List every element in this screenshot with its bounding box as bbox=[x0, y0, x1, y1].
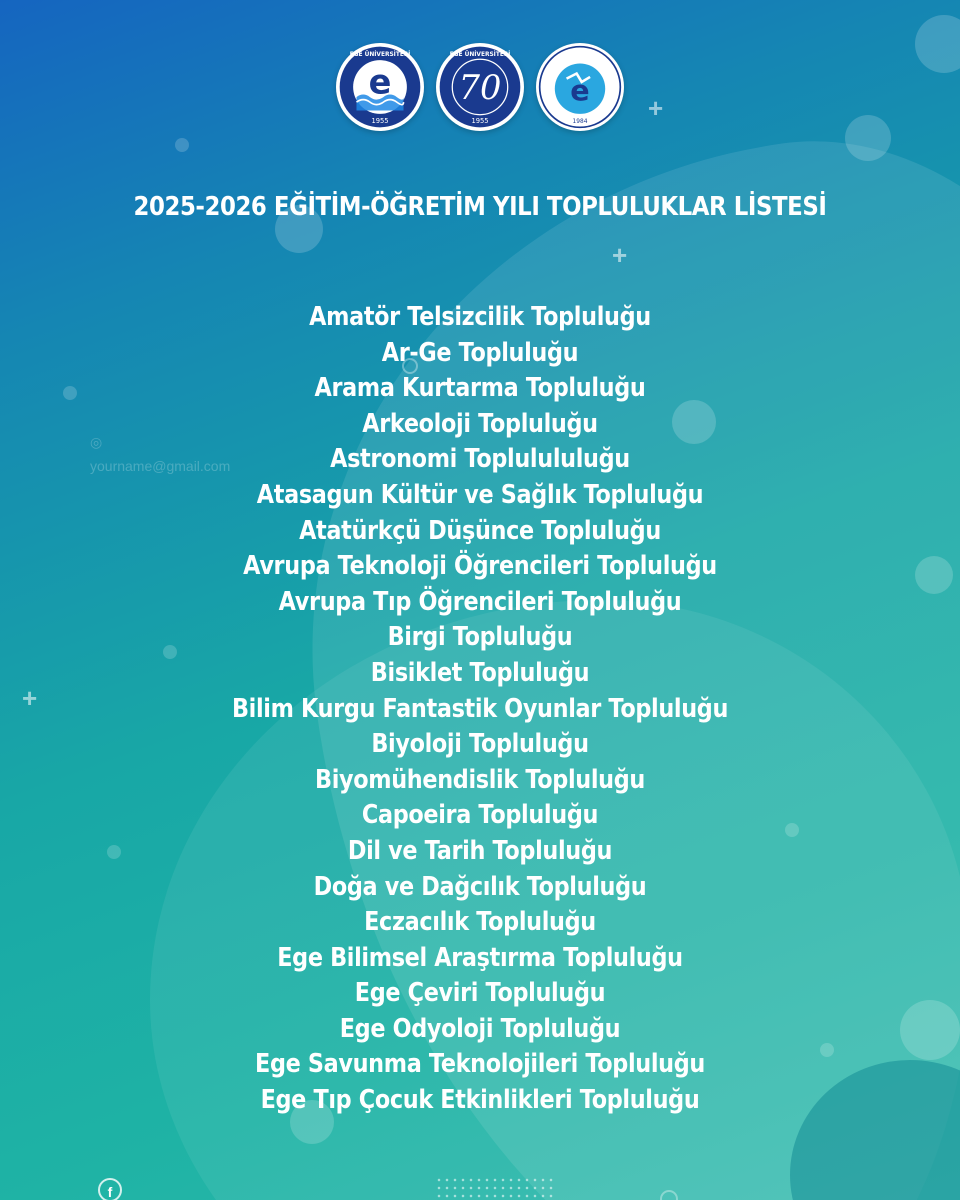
list-item: Avrupa Tıp Öğrencileri Topluluğu bbox=[278, 586, 682, 617]
list-item: Ege Odyoloji Topluluğu bbox=[339, 1013, 621, 1044]
list-item: Avrupa Teknoloji Öğrencileri Topluluğu bbox=[243, 551, 717, 582]
svg-text:1955: 1955 bbox=[471, 117, 489, 126]
list-item: Arkeoloji Topluluğu bbox=[362, 408, 598, 439]
list-item: Biyomühendislik Topluluğu bbox=[315, 764, 645, 795]
plus-decoration: + bbox=[612, 240, 628, 270]
list-item: Ege Tıp Çocuk Etkinlikleri Topluluğu bbox=[260, 1085, 700, 1116]
list-item: Bisiklet Topluluğu bbox=[370, 657, 590, 688]
list-item: Eczacılık Topluluğu bbox=[364, 907, 596, 938]
svg-text:1955: 1955 bbox=[371, 117, 389, 126]
facebook-icon[interactable]: f bbox=[98, 1178, 122, 1200]
list-item: Ege Bilimsel Araştırma Topluluğu bbox=[277, 942, 683, 973]
svg-text:e: e bbox=[570, 73, 590, 108]
list-item: Atatürkçü Düşünce Topluluğu bbox=[299, 515, 661, 546]
globe-icon: ◎ bbox=[90, 434, 103, 450]
dot-grid-decoration bbox=[435, 1176, 555, 1200]
watermark-email: yourname@gmail.com bbox=[90, 458, 231, 474]
ege-universitesi-emblem-icon bbox=[338, 45, 422, 129]
club-list bbox=[0, 300, 960, 1119]
plus-decoration: + bbox=[22, 683, 38, 713]
svg-text:70: 70 bbox=[458, 67, 502, 107]
anniversary-70-emblem-icon bbox=[438, 45, 522, 129]
list-item: Bilim Kurgu Fantastik Oyunlar Topluluğu bbox=[231, 693, 729, 724]
list-item: Biyoloji Topluluğu bbox=[371, 729, 589, 760]
list-item: Birgi Topluluğu bbox=[387, 622, 573, 653]
svg-text:1984: 1984 bbox=[572, 119, 588, 126]
list-item: Capoeira Topluluğu bbox=[361, 800, 599, 831]
list-item: Amatör Telsizcilik Topluluğu bbox=[309, 302, 651, 332]
logo-row bbox=[0, 43, 960, 131]
svg-text:EGE ÜNİVERSİTESİ: EGE ÜNİVERSİTESİ bbox=[449, 51, 511, 58]
page-title: 2025-2026 EĞİTİM-ÖĞRETİM YILI TOPLULUKLAR LİSTESİ bbox=[133, 192, 827, 222]
list-item: Astronomi Toplulululuğu bbox=[330, 444, 630, 475]
sks-emblem-icon bbox=[538, 45, 622, 129]
plus-decoration: + bbox=[648, 93, 664, 123]
svg-text:e: e bbox=[368, 62, 392, 102]
list-item: Ege Çeviri Topluluğu bbox=[354, 978, 606, 1009]
list-item: Arama Kurtarma Topluluğu bbox=[314, 373, 646, 404]
saglik-kultur-spor-logo bbox=[536, 43, 624, 131]
ege-universitesi-logo bbox=[336, 43, 424, 131]
list-item: Dil ve Tarih Topluluğu bbox=[347, 835, 613, 866]
ege-universitesi-70-yil-logo bbox=[436, 43, 524, 131]
svg-text:EGE ÜNİVERSİTESİ: EGE ÜNİVERSİTESİ bbox=[349, 51, 411, 58]
list-item: Ar-Ge Topluluğu bbox=[381, 337, 579, 368]
list-item: Atasagun Kültür ve Sağlık Topluluğu bbox=[256, 479, 704, 510]
list-item: Doğa ve Dağcılık Topluluğu bbox=[313, 871, 647, 902]
list-item: Ege Savunma Teknolojileri Topluluğu bbox=[255, 1049, 705, 1080]
bubble-decoration bbox=[175, 138, 189, 152]
